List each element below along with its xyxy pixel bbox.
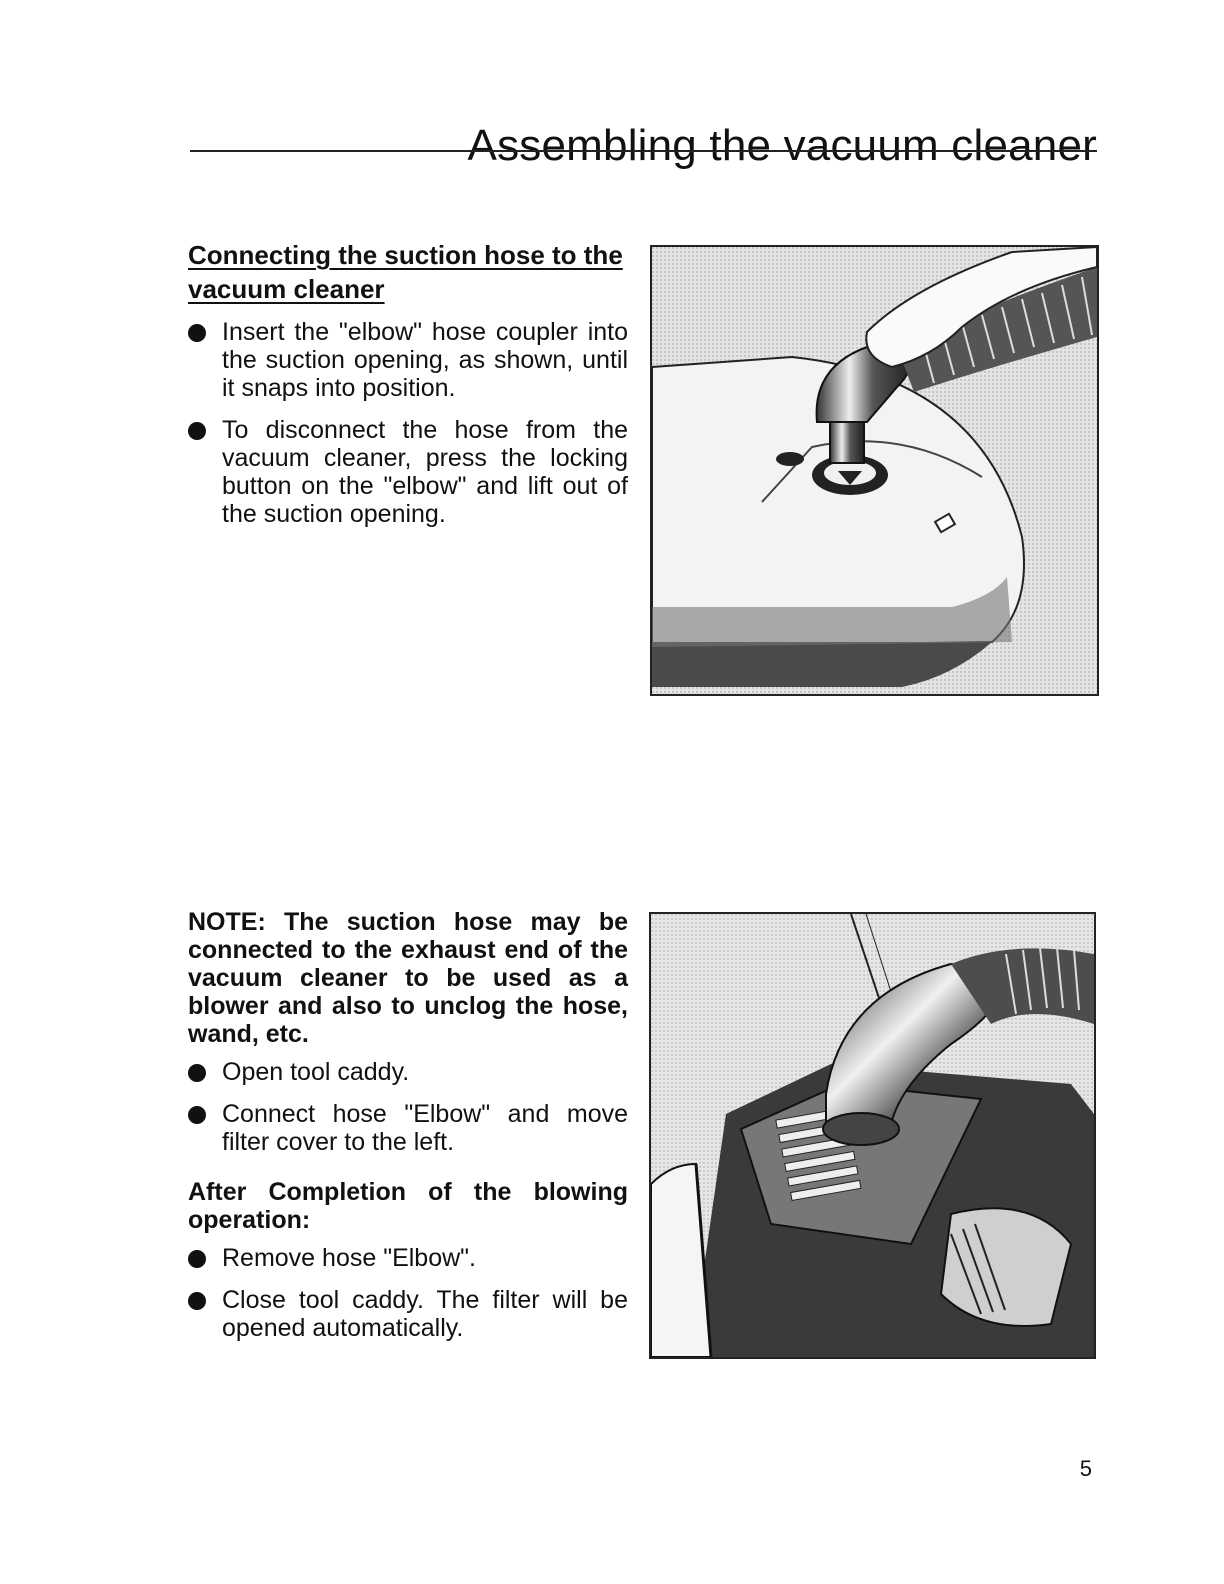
list-item [188,1286,628,1342]
bullet-icon [188,1292,206,1310]
hose-connection-drawing [652,247,1097,694]
section-heading: Connecting the suction hose to the vacuum cleaner [188,240,623,304]
section-blower-mode [188,908,628,1356]
note-text: NOTE: The suction hose may be connected to the exhaust end of the vacuum cleaner to be used as a blower and also to unclog the hose, wand, etc. [188,908,628,1048]
instruction-list [188,1058,628,1156]
list-item [188,1058,628,1086]
bullet-icon [188,1106,206,1124]
subheading: After Completion of the blowing operation: [188,1178,628,1234]
list-item-text: To disconnect the hose from the vacuum cleaner, press the locking button on the "elbow" and lift out of the suction opening. [222,416,628,528]
page-number: 5 [1079,1456,1092,1481]
tool-caddy-illustration [649,912,1096,1359]
bullet-icon [188,1250,206,1268]
page-title: Assembling the vacuum cleaner [467,121,1097,171]
list-item-text: Close tool caddy. The filter will be opened automatically. [222,1286,628,1342]
list-item [188,318,628,402]
hose-connection-illustration [650,245,1099,696]
list-item-text: Remove hose "Elbow". [222,1244,476,1272]
list-item-text: Open tool caddy. [222,1058,410,1086]
list-item [188,416,628,528]
instruction-list [188,1244,628,1342]
tool-caddy-drawing [651,914,1094,1357]
bullet-icon [188,1064,206,1082]
list-item-text: Connect hose "Elbow" and move filter cover to the left. [222,1100,628,1156]
bullet-icon [188,422,206,440]
title-divider [190,150,1097,152]
list-item [188,1100,628,1156]
instruction-list [188,318,628,528]
section-connecting-hose [188,238,628,542]
bullet-icon [188,324,206,342]
list-item-text: Insert the "elbow" hose coupler into the suction opening, as shown, until it snaps into position. [222,318,628,402]
list-item [188,1244,628,1272]
